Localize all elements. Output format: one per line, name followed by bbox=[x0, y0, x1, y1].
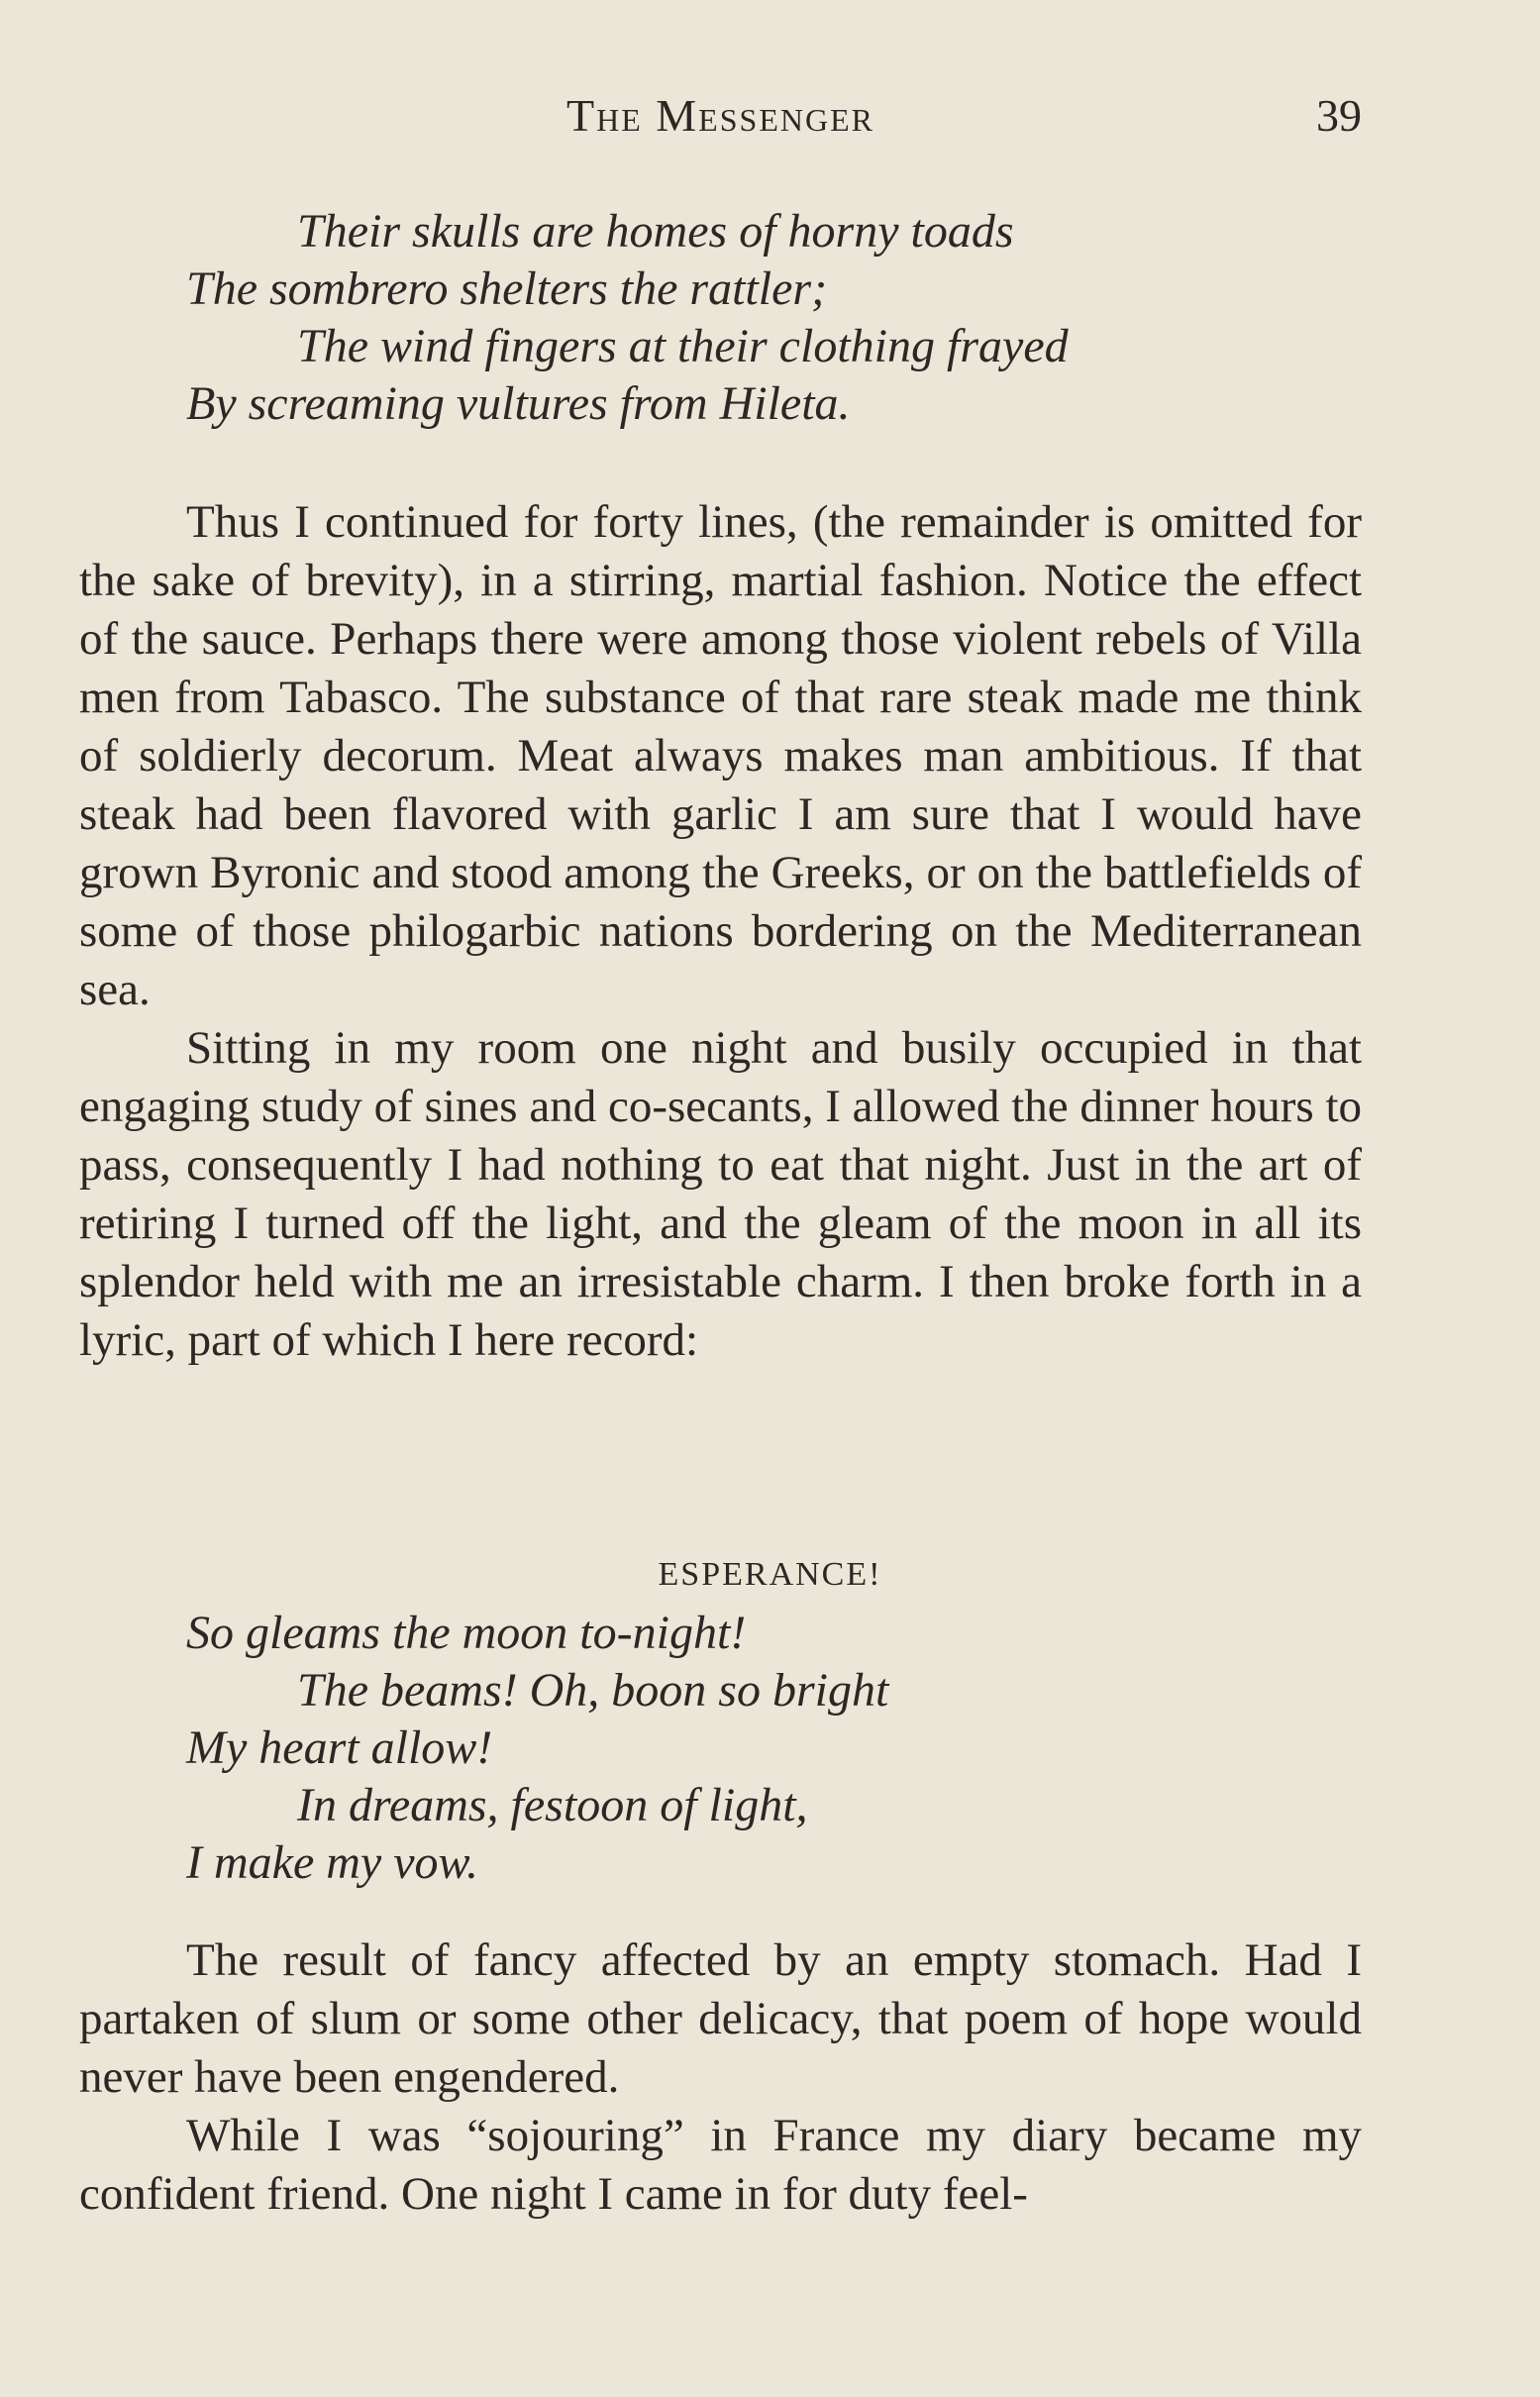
paragraph: Sitting in my room one night and busily occupied in that engaging study of sines and co-secants, I allowed the dinner hours to pass, consequently I had nothing to eat that night. Just in the art of retiring I turned off the light, and the gleam of the moon in all its splendor held with me an irresistable charm. I then broke forth in a lyric, part of which I here record: bbox=[79, 1022, 1362, 1366]
poem-line: The beams! Oh, boon so bright bbox=[297, 1664, 889, 1717]
running-head: The Messenger bbox=[566, 90, 874, 141]
poem-title: ESPERANCE! bbox=[658, 1556, 882, 1593]
prose-section-2 bbox=[79, 1931, 1362, 2224]
poem-line: I make my vow. bbox=[186, 1836, 478, 1889]
verse-line: Their skulls are homes of horny toads bbox=[297, 205, 1014, 258]
poem-verse bbox=[186, 1605, 888, 1892]
verse-line: The wind fingers at their clothing frayed bbox=[297, 320, 1069, 372]
verse-line: By screaming vultures from Hileta. bbox=[186, 377, 851, 430]
opening-verse bbox=[186, 203, 1069, 433]
page-number: 39 bbox=[1316, 90, 1362, 141]
poem-line: So gleams the moon to-night! bbox=[186, 1607, 747, 1659]
paragraph: Thus I continued for forty lines, (the remainder is omitted for the sake of brevity), in a stirring, martial fashion. Notice the effect of the sauce. Perhaps there were among those violent rebels of Villa men from Tabasco. The substance of that rare steak made me think of soldierly decorum. Meat always makes man ambitious. If that steak had been flavored with garlic I am sure that I would have grown Byronic and stood among the Greeks, or on the battlefields of some of those philogarbic nations bordering on the Mediterranean sea. bbox=[79, 496, 1362, 1015]
paragraph: While I was “sojouring” in France my diary became my confident friend. One night I came in for duty feel- bbox=[79, 2110, 1362, 2220]
page-header bbox=[79, 81, 1362, 151]
poem-line: In dreams, festoon of light, bbox=[297, 1779, 808, 1831]
prose-section-1 bbox=[79, 493, 1362, 1370]
paragraph: The result of fancy affected by an empty stomach. Had I partaken of slum or some other delicacy, that poem of hope would never have been engendered. bbox=[79, 1934, 1362, 2103]
poem-line: My heart allow! bbox=[186, 1721, 493, 1774]
verse-line: The sombrero shelters the rattler; bbox=[186, 262, 828, 315]
